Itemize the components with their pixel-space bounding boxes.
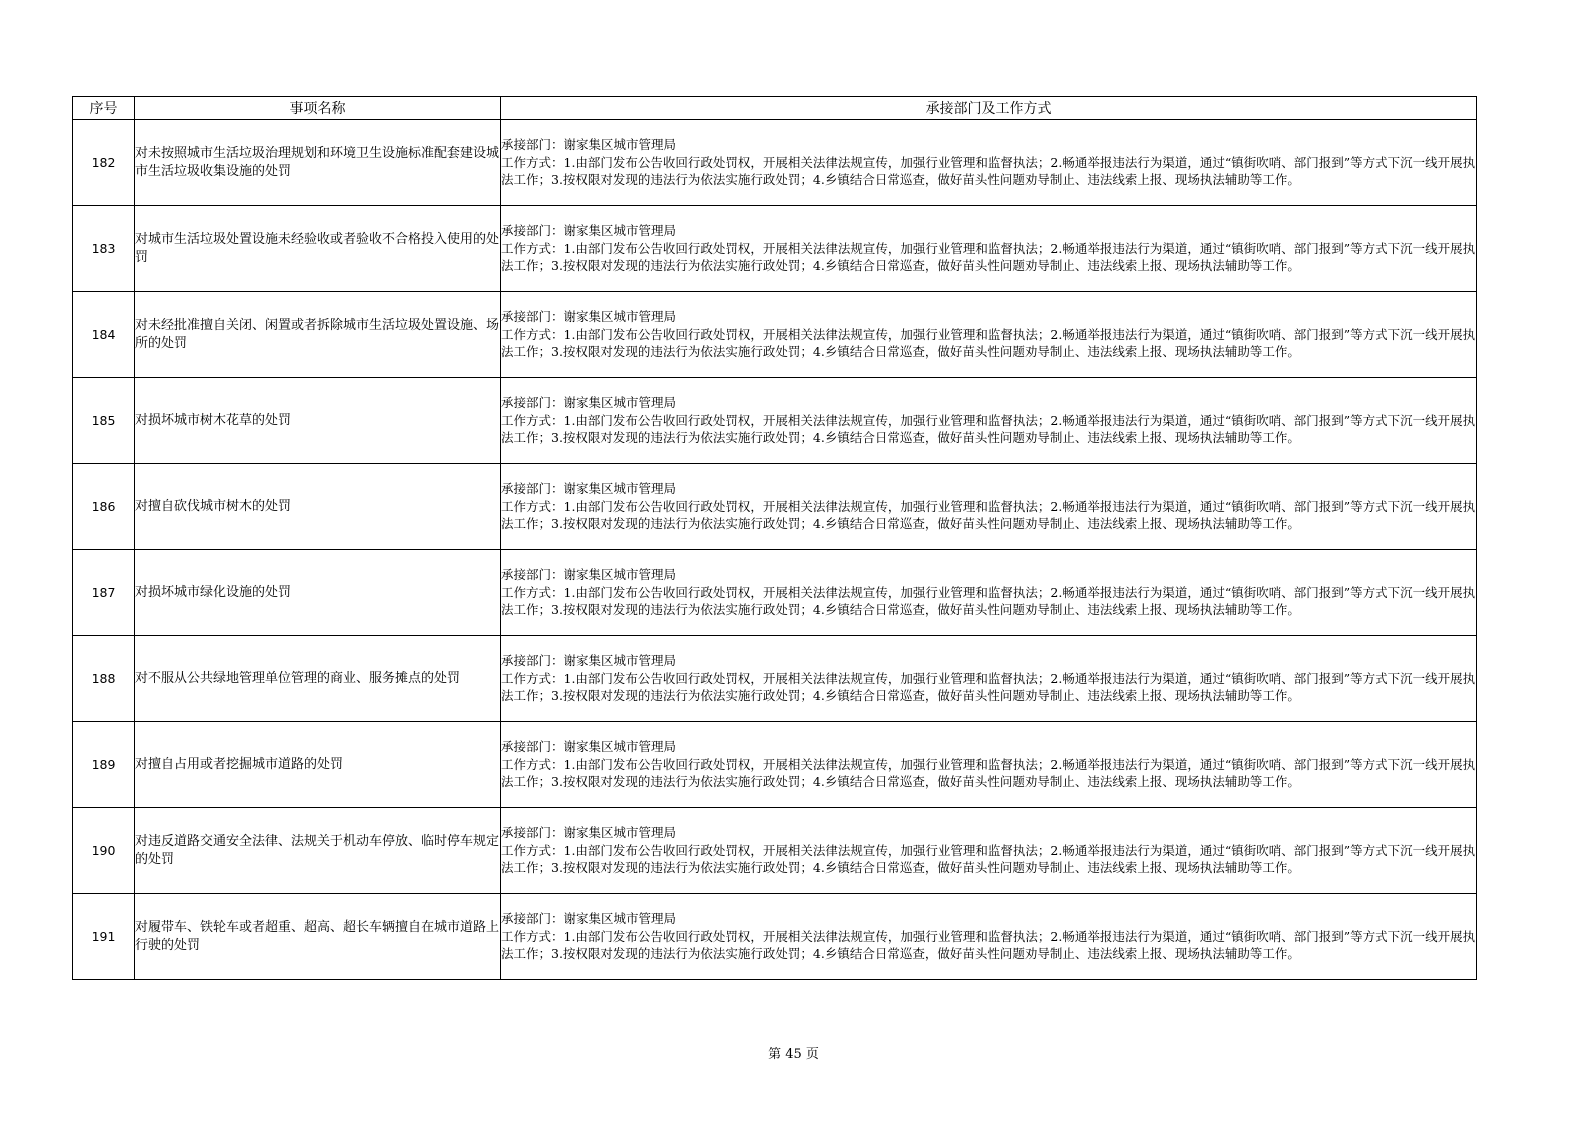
item-name: 对城市生活垃圾处置设施未经验收或者验收不合格投入使用的处罚	[135, 206, 501, 292]
department-text: 承接部门：谢家集区城市管理局	[501, 481, 677, 497]
department-text: 承接部门：谢家集区城市管理局	[501, 223, 677, 239]
department-text: 承接部门：谢家集区城市管理局	[501, 825, 677, 841]
work-method-text: 工作方式：1.由部门发布公告收回行政处罚权，开展相关法律法规宣传，加强行业管理和监督执法；2.畅通举报违法行为渠道，通过“镇街吹哨、部门报到”等方式下沉一线开展执法工作；3.按权限对发现的违法行为依法实施行政处罚；4.乡镇结合日常巡查，做好苗头性问题劝导制止、违法线索上报、现场执法辅助等工作。	[501, 326, 1476, 360]
table-row	[73, 894, 1477, 980]
row-number: 189	[73, 722, 135, 808]
department-text: 承接部门：谢家集区城市管理局	[501, 567, 677, 583]
table-row	[73, 550, 1477, 636]
item-name: 对不服从公共绿地管理单位管理的商业、服务摊点的处罚	[135, 636, 501, 722]
row-number: 186	[73, 464, 135, 550]
item-name: 对损坏城市树木花草的处罚	[135, 378, 501, 464]
department-text: 承接部门：谢家集区城市管理局	[501, 395, 677, 411]
department-method-cell	[501, 206, 1477, 292]
department-text: 承接部门：谢家集区城市管理局	[501, 911, 677, 927]
table-row	[73, 636, 1477, 722]
item-name: 对擅自砍伐城市树木的处罚	[135, 464, 501, 550]
item-name: 对未按照城市生活垃圾治理规划和环境卫生设施标准配套建设城市生活垃圾收集设施的处罚	[135, 120, 501, 206]
department-method-cell	[501, 636, 1477, 722]
department-text: 承接部门：谢家集区城市管理局	[501, 309, 677, 325]
table-row	[73, 808, 1477, 894]
item-name: 对擅自占用或者挖掘城市道路的处罚	[135, 722, 501, 808]
table-row	[73, 292, 1477, 378]
item-name: 对履带车、铁轮车或者超重、超高、超长车辆擅自在城市道路上行驶的处罚	[135, 894, 501, 980]
item-name: 对损坏城市绿化设施的处罚	[135, 550, 501, 636]
table-row	[73, 464, 1477, 550]
department-method-cell	[501, 120, 1477, 206]
department-text: 承接部门：谢家集区城市管理局	[501, 739, 677, 755]
department-text: 承接部门：谢家集区城市管理局	[501, 653, 677, 669]
table-row	[73, 722, 1477, 808]
row-number: 187	[73, 550, 135, 636]
work-method-text: 工作方式：1.由部门发布公告收回行政处罚权，开展相关法律法规宣传，加强行业管理和监督执法；2.畅通举报违法行为渠道，通过“镇街吹哨、部门报到”等方式下沉一线开展执法工作；3.按权限对发现的违法行为依法实施行政处罚；4.乡镇结合日常巡查，做好苗头性问题劝导制止、违法线索上报、现场执法辅助等工作。	[501, 928, 1476, 962]
row-number: 182	[73, 120, 135, 206]
header-item-name: 事项名称	[135, 97, 501, 120]
row-number: 184	[73, 292, 135, 378]
table-row	[73, 120, 1477, 206]
work-method-text: 工作方式：1.由部门发布公告收回行政处罚权，开展相关法律法规宣传，加强行业管理和监督执法；2.畅通举报违法行为渠道，通过“镇街吹哨、部门报到”等方式下沉一线开展执法工作；3.按权限对发现的违法行为依法实施行政处罚；4.乡镇结合日常巡查，做好苗头性问题劝导制止、违法线索上报、现场执法辅助等工作。	[501, 412, 1476, 446]
work-method-text: 工作方式：1.由部门发布公告收回行政处罚权，开展相关法律法规宣传，加强行业管理和监督执法；2.畅通举报违法行为渠道，通过“镇街吹哨、部门报到”等方式下沉一线开展执法工作；3.按权限对发现的违法行为依法实施行政处罚；4.乡镇结合日常巡查，做好苗头性问题劝导制止、违法线索上报、现场执法辅助等工作。	[501, 842, 1476, 876]
work-method-text: 工作方式：1.由部门发布公告收回行政处罚权，开展相关法律法规宣传，加强行业管理和监督执法；2.畅通举报违法行为渠道，通过“镇街吹哨、部门报到”等方式下沉一线开展执法工作；3.按权限对发现的违法行为依法实施行政处罚；4.乡镇结合日常巡查，做好苗头性问题劝导制止、违法线索上报、现场执法辅助等工作。	[501, 756, 1476, 790]
table-header-row	[73, 97, 1477, 120]
department-method-cell	[501, 894, 1477, 980]
work-method-text: 工作方式：1.由部门发布公告收回行政处罚权，开展相关法律法规宣传，加强行业管理和监督执法；2.畅通举报违法行为渠道，通过“镇街吹哨、部门报到”等方式下沉一线开展执法工作；3.按权限对发现的违法行为依法实施行政处罚；4.乡镇结合日常巡查，做好苗头性问题劝导制止、违法线索上报、现场执法辅助等工作。	[501, 240, 1476, 274]
department-text: 承接部门：谢家集区城市管理局	[501, 137, 677, 153]
item-name: 对违反道路交通安全法律、法规关于机动车停放、临时停车规定的处罚	[135, 808, 501, 894]
row-number: 183	[73, 206, 135, 292]
item-table	[72, 96, 1477, 980]
row-number: 188	[73, 636, 135, 722]
table-row	[73, 206, 1477, 292]
table-body	[73, 120, 1477, 980]
page-number: 第 45 页	[768, 1047, 819, 1062]
item-name: 对未经批准擅自关闭、闲置或者拆除城市生活垃圾处置设施、场所的处罚	[135, 292, 501, 378]
table-row	[73, 378, 1477, 464]
department-method-cell	[501, 292, 1477, 378]
work-method-text: 工作方式：1.由部门发布公告收回行政处罚权，开展相关法律法规宣传，加强行业管理和监督执法；2.畅通举报违法行为渠道，通过“镇街吹哨、部门报到”等方式下沉一线开展执法工作；3.按权限对发现的违法行为依法实施行政处罚；4.乡镇结合日常巡查，做好苗头性问题劝导制止、违法线索上报、现场执法辅助等工作。	[501, 670, 1476, 704]
department-method-cell	[501, 722, 1477, 808]
work-method-text: 工作方式：1.由部门发布公告收回行政处罚权，开展相关法律法规宣传，加强行业管理和监督执法；2.畅通举报违法行为渠道，通过“镇街吹哨、部门报到”等方式下沉一线开展执法工作；3.按权限对发现的违法行为依法实施行政处罚；4.乡镇结合日常巡查，做好苗头性问题劝导制止、违法线索上报、现场执法辅助等工作。	[501, 584, 1476, 618]
work-method-text: 工作方式：1.由部门发布公告收回行政处罚权，开展相关法律法规宣传，加强行业管理和监督执法；2.畅通举报违法行为渠道，通过“镇街吹哨、部门报到”等方式下沉一线开展执法工作；3.按权限对发现的违法行为依法实施行政处罚；4.乡镇结合日常巡查，做好苗头性问题劝导制止、违法线索上报、现场执法辅助等工作。	[501, 154, 1476, 188]
header-number: 序号	[73, 97, 135, 120]
department-method-cell	[501, 550, 1477, 636]
row-number: 185	[73, 378, 135, 464]
header-department-method: 承接部门及工作方式	[501, 97, 1477, 120]
row-number: 190	[73, 808, 135, 894]
row-number: 191	[73, 894, 135, 980]
department-method-cell	[501, 808, 1477, 894]
department-method-cell	[501, 378, 1477, 464]
department-method-cell	[501, 464, 1477, 550]
work-method-text: 工作方式：1.由部门发布公告收回行政处罚权，开展相关法律法规宣传，加强行业管理和监督执法；2.畅通举报违法行为渠道，通过“镇街吹哨、部门报到”等方式下沉一线开展执法工作；3.按权限对发现的违法行为依法实施行政处罚；4.乡镇结合日常巡查，做好苗头性问题劝导制止、违法线索上报、现场执法辅助等工作。	[501, 498, 1476, 532]
